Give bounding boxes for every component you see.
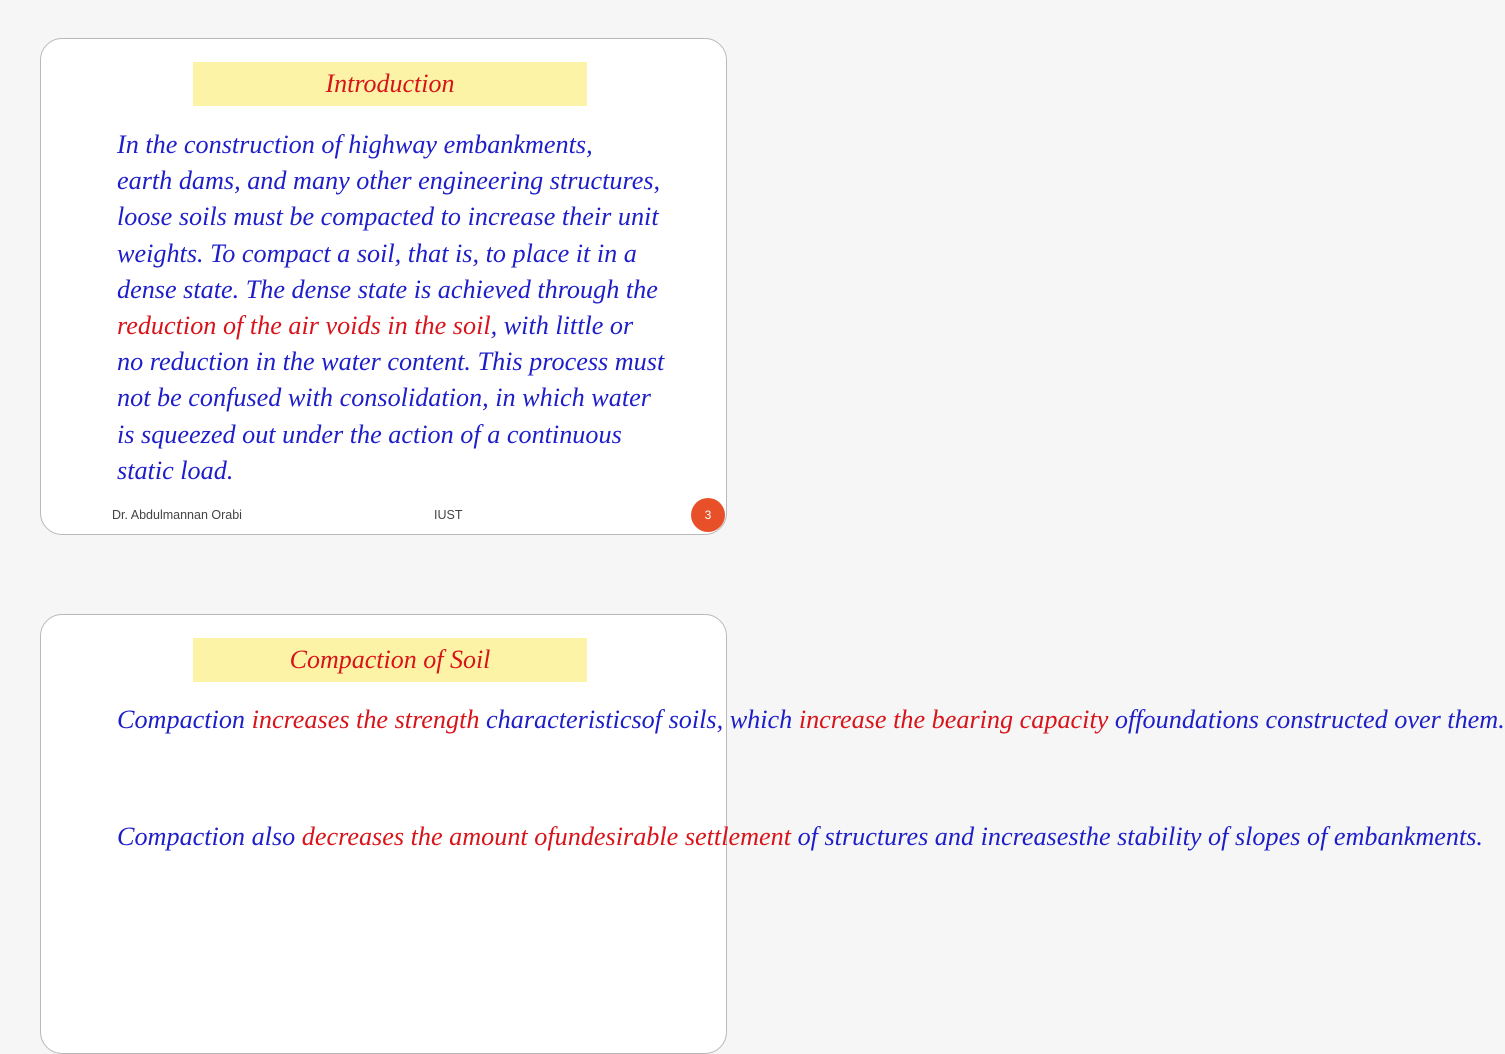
text-segment: characteristics	[479, 705, 642, 734]
text-line	[117, 127, 712, 163]
text-segment: foundations constructed over them.	[1135, 705, 1505, 734]
text-line	[117, 199, 712, 235]
text-line	[642, 705, 1136, 734]
text-line	[117, 380, 712, 416]
highlighted-phrase: increase the bearing capacity	[798, 705, 1109, 734]
text-segment: of	[1108, 705, 1136, 734]
highlighted-phrase: reduction of the air voids in the soil	[117, 311, 491, 341]
text-segment: static load.	[117, 455, 234, 485]
text-line	[117, 705, 642, 734]
text-segment: is squeezed out under the action of a continuous	[117, 419, 622, 449]
text-line	[1135, 705, 1504, 734]
text-segment: Compaction also	[117, 822, 302, 851]
text-segment: the stability of slopes of embankments.	[1078, 822, 1483, 851]
text-line	[117, 417, 712, 453]
page-number-badge: 3	[691, 498, 725, 532]
footer-organization: IUST	[434, 508, 463, 522]
text-segment: not be confused with consolidation, in which water	[117, 383, 651, 413]
text-line	[117, 822, 555, 851]
text-line	[555, 822, 1079, 851]
text-line	[117, 453, 712, 489]
slide-title-box	[193, 638, 587, 682]
text-line	[117, 163, 712, 199]
text-segment: of soils, which	[641, 705, 799, 734]
slide-title: Introduction	[325, 69, 455, 98]
text-segment: earth dams, and many other engineering structures,	[117, 166, 661, 196]
text-line	[117, 308, 712, 344]
slide-body-text	[117, 127, 712, 489]
highlighted-phrase: decreases the amount of	[301, 822, 555, 851]
text-segment: loose soils must be compacted to increase their unit	[117, 202, 659, 232]
footer-author: Dr. Abdulmannan Orabi	[112, 508, 242, 522]
paragraph-settlement	[117, 819, 1483, 856]
text-segment: Compaction	[117, 705, 252, 734]
text-segment: of structures and increases	[791, 822, 1079, 851]
highlighted-phrase: undesirable settlement	[554, 822, 792, 851]
slide-title-box	[193, 62, 587, 106]
slide-title: Compaction of Soil	[289, 645, 491, 674]
highlighted-phrase: increases the strength	[251, 705, 480, 734]
slide-introduction	[40, 38, 727, 535]
slide-footer	[41, 506, 726, 526]
text-segment: dense state. The dense state is achieved through the	[117, 274, 658, 304]
text-segment: , with little or	[490, 311, 634, 341]
text-segment: no reduction in the water content. This process must	[117, 347, 665, 377]
text-line	[117, 344, 712, 380]
text-segment: In the construction of highway embankments,	[117, 130, 593, 159]
text-segment: weights. To compact a soil, that is, to place it in a	[117, 238, 637, 268]
text-line	[1079, 822, 1483, 851]
slide-compaction-of-soil	[40, 614, 1505, 1054]
text-line	[117, 236, 712, 272]
paragraph-strength	[117, 702, 1505, 739]
text-line	[117, 272, 712, 308]
